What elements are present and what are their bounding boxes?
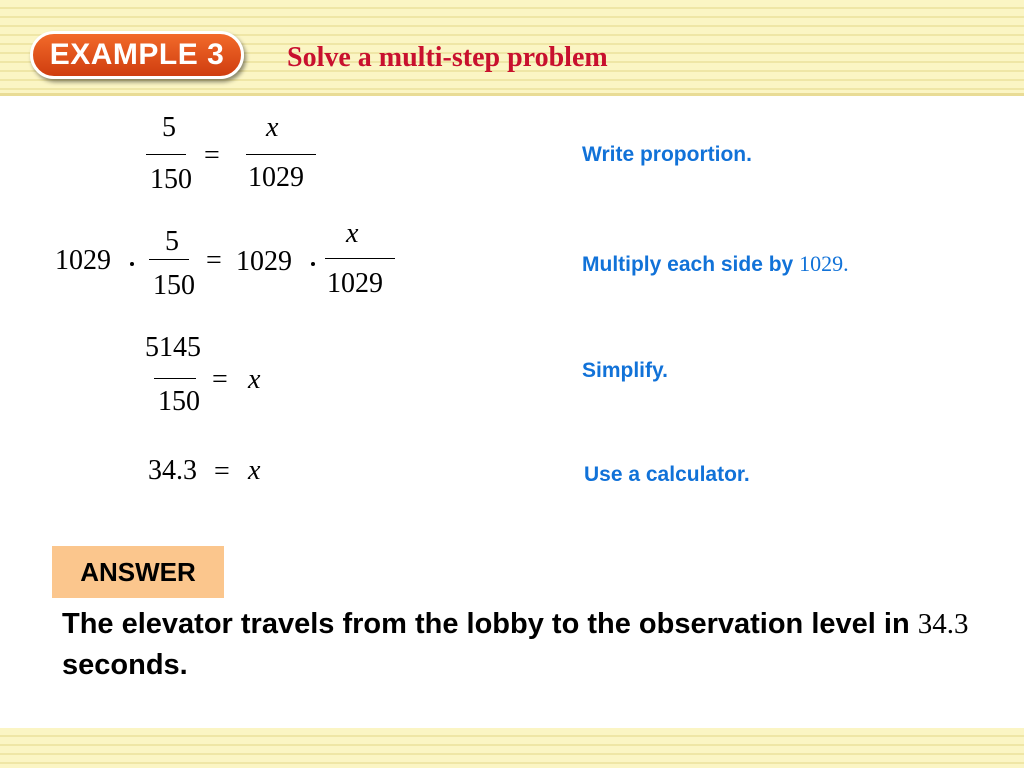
step-2-rhs-denominator: 1029	[327, 268, 383, 299]
step-4-note: Use a calculator.	[584, 463, 750, 486]
step-3-lhs-numerator: 5145	[145, 332, 201, 363]
step-2-note-value: 1029.	[799, 251, 849, 276]
answer-text	[62, 604, 982, 686]
step-3-note: Simplify.	[582, 359, 668, 382]
step-2-lhs-numerator: 5	[165, 226, 179, 257]
fraction-bar	[246, 154, 316, 155]
answer-text-before: The elevator travels from the lobby to the observation level in	[62, 608, 910, 640]
example-badge: EXAMPLE 3	[30, 31, 244, 79]
step-2-note-text: Multiply each side by	[582, 253, 794, 276]
step-2-lhs-denominator: 150	[153, 270, 195, 301]
answer-value: 34.3	[917, 608, 969, 640]
step-3-rhs: x	[248, 364, 261, 395]
slide-title: Solve a multi-step problem	[287, 42, 608, 73]
step-1-lhs-denominator: 150	[150, 164, 192, 195]
multiply-dot	[311, 262, 315, 266]
multiply-dot	[130, 262, 134, 266]
fraction-bar	[325, 258, 395, 259]
fraction-bar	[154, 378, 196, 379]
step-2-lhs-multiplier: 1029	[55, 245, 111, 276]
equals-sign: =	[212, 364, 228, 395]
fraction-bar	[146, 154, 186, 155]
step-4-rhs: x	[248, 455, 261, 486]
step-2-rhs-numerator: x	[346, 218, 359, 249]
answer-text-after: seconds.	[62, 649, 188, 681]
equals-sign: =	[214, 456, 230, 487]
footer-band	[0, 728, 1024, 768]
equals-sign: =	[206, 245, 222, 276]
step-1-lhs-numerator: 5	[162, 112, 176, 143]
equals-sign: =	[204, 140, 220, 171]
fraction-bar	[149, 259, 189, 260]
step-2-note	[582, 251, 849, 277]
step-3-lhs-denominator: 150	[158, 386, 200, 417]
step-1-rhs-denominator: 1029	[248, 162, 304, 193]
step-1-rhs-numerator: x	[266, 112, 279, 143]
step-2-rhs-multiplier: 1029	[236, 246, 292, 277]
answer-label: ANSWER	[52, 546, 224, 598]
step-4-lhs: 34.3	[148, 455, 197, 486]
step-1-note: Write proportion.	[582, 143, 752, 166]
